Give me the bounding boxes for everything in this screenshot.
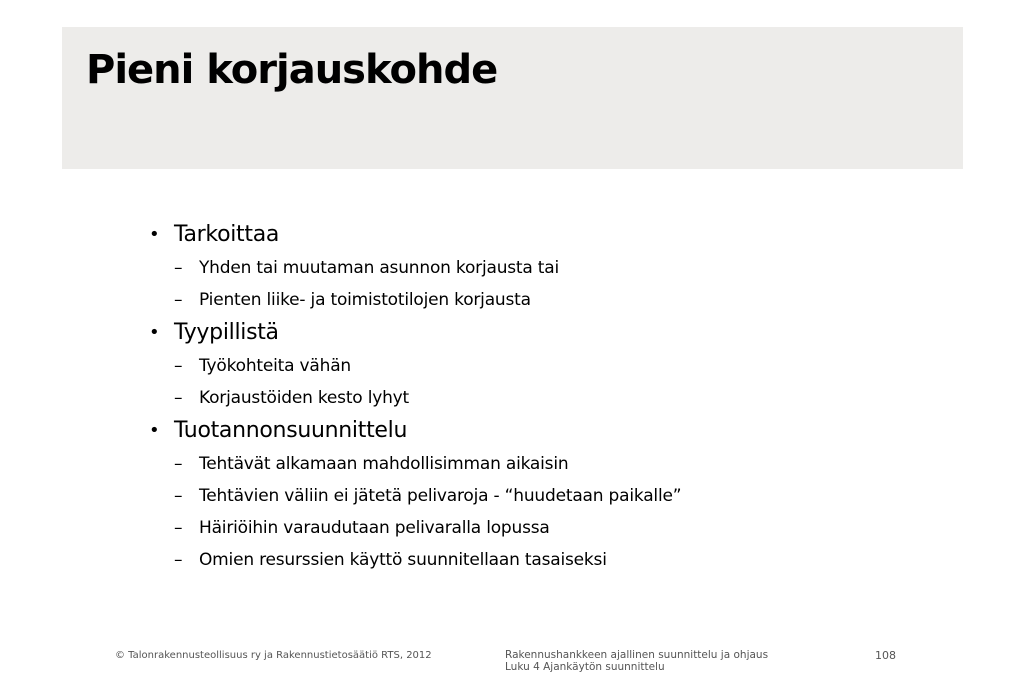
slide-content <box>147 218 907 576</box>
sub-item <box>147 448 907 480</box>
dash-icon: – <box>174 388 183 408</box>
bullet-item <box>147 414 907 448</box>
slide-title: Pieni korjauskohde <box>86 47 498 93</box>
bullet-item <box>147 218 907 252</box>
sub-item <box>147 480 907 512</box>
dash-icon: – <box>174 258 183 278</box>
dash-icon: – <box>174 454 183 474</box>
sub-item-label: Yhden tai muutaman asunnon korjausta tai <box>199 258 560 278</box>
sub-item-label: Työkohteita vähän <box>199 356 351 376</box>
sub-item-label: Tehtävien väliin ei jätetä pelivaroja - “huudetaan paikalle” <box>199 486 682 506</box>
sub-item <box>147 544 907 576</box>
dash-icon: – <box>174 356 183 376</box>
bullet-item <box>147 316 907 350</box>
sub-item <box>147 350 907 382</box>
sub-item <box>147 382 907 414</box>
bullet-icon: • <box>149 322 160 343</box>
sub-item <box>147 284 907 316</box>
footer-copyright: © Talonrakennusteollisuus ry ja Rakennustietosäätiö RTS, 2012 <box>115 650 432 661</box>
bullet-icon: • <box>149 224 160 245</box>
bullet-label: Tarkoittaa <box>174 222 280 247</box>
sub-item-label: Tehtävät alkamaan mahdollisimman aikaisin <box>199 454 569 474</box>
bullet-label: Tuotannonsuunnittelu <box>174 418 408 443</box>
sub-item-label: Häiriöihin varaudutaan pelivaralla lopussa <box>199 518 550 538</box>
sub-item-label: Pienten liike- ja toimistotilojen korjausta <box>199 290 531 310</box>
bullet-label: Tyypillistä <box>174 320 279 345</box>
dash-icon: – <box>174 290 183 310</box>
footer-chapter: Luku 4 Ajankäytön suunnittelu <box>505 661 665 673</box>
dash-icon: – <box>174 518 183 538</box>
dash-icon: – <box>174 486 183 506</box>
sub-item-label: Korjaustöiden kesto lyhyt <box>199 388 409 408</box>
footer-course-title: Rakennushankkeen ajallinen suunnittelu ja ohjaus <box>505 649 769 661</box>
page-number: 108 <box>875 649 896 662</box>
footer-course-info <box>505 649 768 673</box>
sub-item-label: Omien resurssien käyttö suunnitellaan tasaiseksi <box>199 550 607 570</box>
bullet-icon: • <box>149 420 160 441</box>
sub-item <box>147 512 907 544</box>
sub-item <box>147 252 907 284</box>
dash-icon: – <box>174 550 183 570</box>
